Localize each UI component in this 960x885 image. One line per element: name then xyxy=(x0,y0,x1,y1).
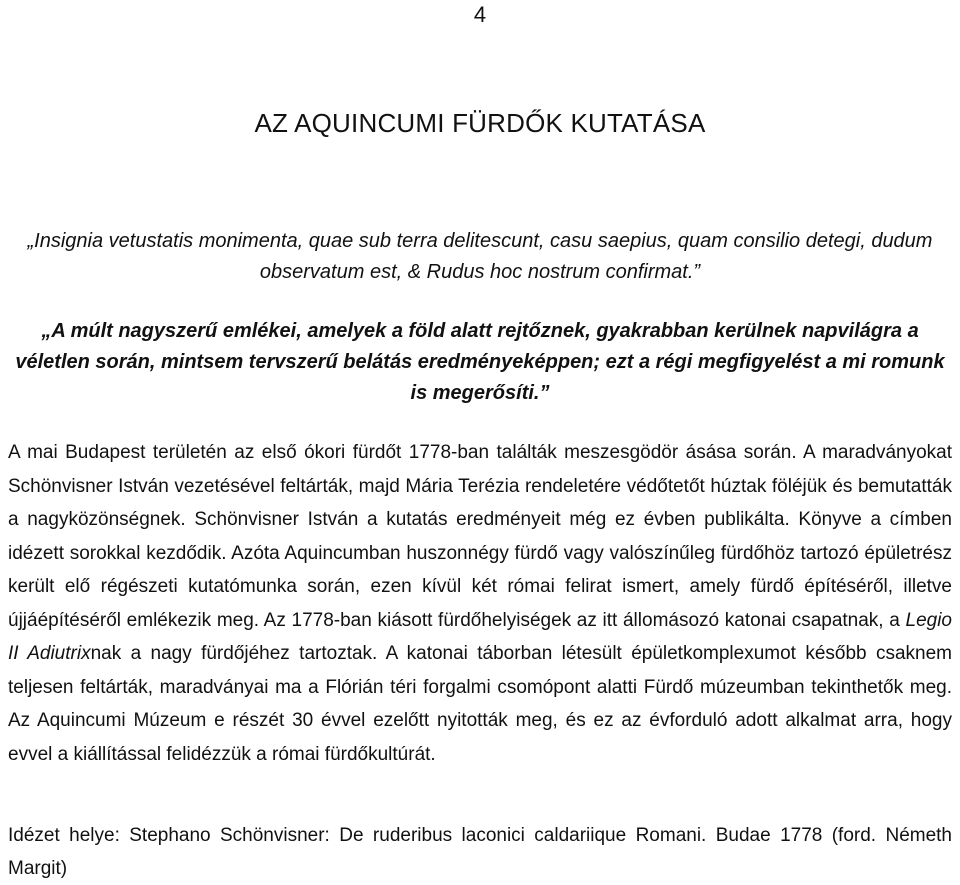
body-paragraph xyxy=(8,436,952,771)
page-number: 4 xyxy=(473,2,487,27)
page-title: AZ AQUINCUMI FÜRDŐK KUTATÁSA xyxy=(254,108,706,138)
hungarian-quote-translation: „A múlt nagyszerű emlékei, amelyek a föld alatt rejtőznek, gyakrabban kerülnek napvilágra a véletlen során, mintsem tervszerű belátás eredményeképpen; ezt a régi megfigyelést a mi romunk is megerősíti.” xyxy=(15,320,945,404)
citation-note: Idézet helye: Stephano Schönvisner: De ruderibus laconici caldariique Romani. Budae 1778 (ford. Németh Margit) xyxy=(8,825,952,879)
legion-name: Legio II Adiutrix xyxy=(8,609,952,664)
latin-quote: „Insignia vetustatis monimenta, quae sub terra delitescunt, casu saepius, quam consilio detegi, dudum observatum est, & Rudus hoc nostrum confirmat.” xyxy=(27,230,933,283)
body-text-part-2: nak a nagy fürdőjéhez tartoztak. A katonai táborban létesült épületkomplexumot később csaknem teljesen feltárták, maradványai ma a Flórián téri forgalmi csomópont alatti Fürdő múzeumban tekinthetők meg. Az Aquincumi Múzeum e részét 30 évvel ezelőtt nyitották meg, és ez az évforduló adott alkalmat arra, hogy evvel a kiállítással felidézzük a római fürdőkultúrát. xyxy=(8,643,952,765)
body-text-part-1: A mai Budapest területén az első ókori fürdőt 1778-ban találták meszesgödör ásása során. A maradványokat Schönvisner István vezetésével feltárták, majd Mária Terézia rendeletére védőtetőt húztak föléjük és bemutatták a nagyközönségnek. Schönvisner István a kutatás eredményeit még ez évben publikálta. Könyve a címben idézett sorokkal kezdődik. Azóta Aquincumban huszonnégy fürdő vagy valószínűleg fürdőhöz tartozó épületrész került elő régészeti kutatómunka során, ezen kívül két római felirat ismert, amely fürdő építéséről, illetve újjáépítéséről emlékezik meg. Az 1778-ban kiásott fürdőhelyiségek az itt állomásozó katonai csapatnak, a xyxy=(8,442,952,631)
